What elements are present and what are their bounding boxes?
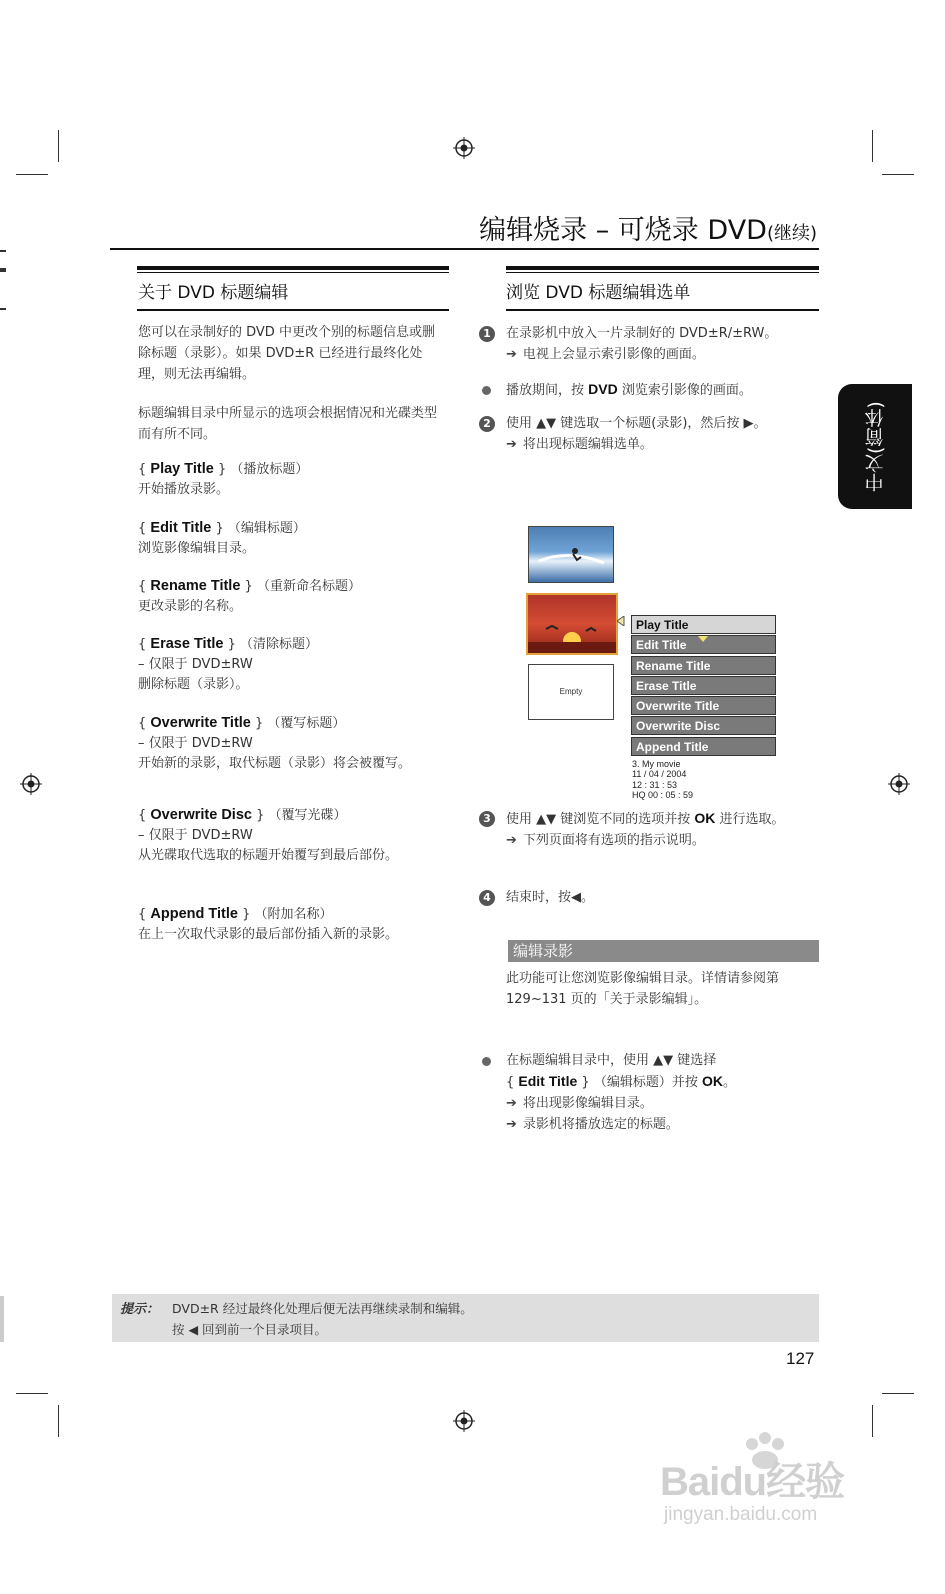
bullet-edit-title: 在标题编辑目录中，使用 ▲▼ 键选择 { Edit Title } （编辑标题）并按 OK。 ➔ 将出现影像编辑目录。 ➔ 录影机将播放选定的标题。 [506, 1053, 736, 1132]
crop-mark [58, 130, 59, 162]
menu-item-append-title[interactable]: Append Title [631, 737, 776, 756]
step-number-2: 2 [479, 416, 495, 432]
cursor-triangle-icon [698, 636, 708, 642]
thumbnail-empty: Empty [528, 664, 614, 720]
left-intro: 您可以在录制好的 DVD 中更改个别的标题信息或删除标题（录影）。如果 DVD±R 已经进行最终化处理，则无法再编辑。 [138, 325, 435, 382]
crop-mark [58, 1405, 59, 1437]
menu-item-erase-title[interactable]: Erase Title [631, 676, 776, 695]
registration-mark-icon [453, 137, 475, 159]
step-number-3: 3 [479, 811, 495, 827]
option-overwrite-title: { Overwrite Title } （覆写标题） – 仅限于 DVD±RW 开始新的录影，取代标题（录影）将会被覆写。 [138, 715, 412, 771]
menu-item-edit-title[interactable]: Edit Title [631, 635, 776, 654]
step-3: 使用 ▲▼ 键浏览不同的选项并按 OK 进行选取。 ➔ 下列页面将有选项的指示说明。 [506, 810, 785, 848]
menu-item-play-title[interactable]: Play Title [631, 615, 776, 634]
tip-line-1: DVD±R 经过最终化处理后便无法再继续录制和编辑。 [172, 1301, 473, 1316]
left-intro-2: 标题编辑目录中所显示的选项会根据情况和光碟类型而有所不同。 [138, 406, 438, 442]
edge-mark [0, 250, 6, 252]
crop-mark [882, 174, 914, 175]
option-play-title: { Play Title } （播放标题） 开始播放录影。 [138, 461, 309, 497]
edge-mark [0, 1296, 4, 1342]
option-append-title: { Append Title } （附加名称） 在上一次取代录影的最后部份插入新的录影。 [138, 906, 399, 942]
page-header-title: 编辑烧录 – 可烧录 DVD(继续) [479, 215, 817, 246]
section-rule [506, 272, 819, 273]
bullet [482, 386, 491, 395]
option-rename-title: { Rename Title } （重新命名标题） 更改录影的名称。 [138, 578, 361, 614]
bullet [482, 1057, 491, 1066]
bullet-dvd: 播放期间，按 DVD 浏览索引影像的画面。 [506, 381, 752, 398]
header-rule [110, 248, 819, 250]
edge-mark [0, 308, 6, 310]
right-section-title: 浏览 DVD 标题编辑选单 [506, 283, 691, 303]
section-rule [137, 309, 449, 311]
language-side-tab: 中文(简体) [838, 384, 912, 509]
registration-mark-icon [888, 773, 910, 795]
registration-mark-icon [453, 1410, 475, 1432]
selection-pointer-icon [617, 616, 625, 626]
thumbnail-surfer [528, 526, 614, 583]
section-rule [506, 266, 819, 270]
edit-recording-paragraph: 此功能可让您浏览影像编辑目录。详情请参阅第 129~131 页的「关于录影编辑」。 [506, 971, 780, 1007]
crop-mark [16, 174, 48, 175]
option-overwrite-disc: { Overwrite Disc } （覆写光碟） – 仅限于 DVD±RW 从光碟取代选取的标题开始覆写到最后部份。 [138, 807, 399, 863]
menu-item-overwrite-disc[interactable]: Overwrite Disc [631, 716, 776, 735]
crop-mark [16, 1393, 48, 1394]
step-number-4: 4 [479, 890, 495, 906]
crop-mark [882, 1393, 914, 1394]
section-rule [506, 309, 819, 311]
thumbnail-sunset-selected [526, 593, 618, 655]
title-edit-menu [631, 615, 776, 757]
step-1: 在录影机中放入一片录制好的 DVD±R/±RW。 ➔ 电视上会显示索引影像的画面。 [506, 326, 778, 362]
crop-mark [872, 130, 873, 162]
left-section-title: 关于 DVD 标题编辑 [138, 283, 289, 303]
tip-box [112, 1294, 819, 1342]
edit-recording-heading: 编辑录影 [508, 940, 819, 962]
edge-mark [0, 268, 6, 272]
baidu-watermark: Baidu经验 jingyan.baidu.com [660, 1430, 875, 1530]
step-number-1: 1 [479, 326, 495, 342]
tip-label: 提示： [120, 1302, 160, 1317]
option-erase-title: { Erase Title } （清除标题） – 仅限于 DVD±RW 删除标题（录影）。 [138, 636, 319, 692]
step-4: 结束时，按◀。 [506, 890, 594, 905]
menu-item-rename-title[interactable]: Rename Title [631, 656, 776, 675]
section-rule [137, 266, 449, 270]
registration-mark-icon [20, 773, 42, 795]
menu-item-overwrite-title[interactable]: Overwrite Title [631, 696, 776, 715]
option-edit-title: { Edit Title } （编辑标题） 浏览影像编辑目录。 [138, 520, 306, 556]
tip-line-2: 按 ◀ 回到前一个目录项目。 [172, 1322, 328, 1337]
step-2: 使用 ▲▼ 键选取一个标题(录影)，然后按 ▶。 ➔ 将出现标题编辑选单。 [506, 416, 767, 452]
page-number: 127 [786, 1349, 815, 1368]
recording-info: 3. My movie 11 / 04 / 2004 12 : 31 : 53 HQ 00 : 05 : 59 [632, 759, 694, 800]
section-rule [137, 272, 449, 273]
